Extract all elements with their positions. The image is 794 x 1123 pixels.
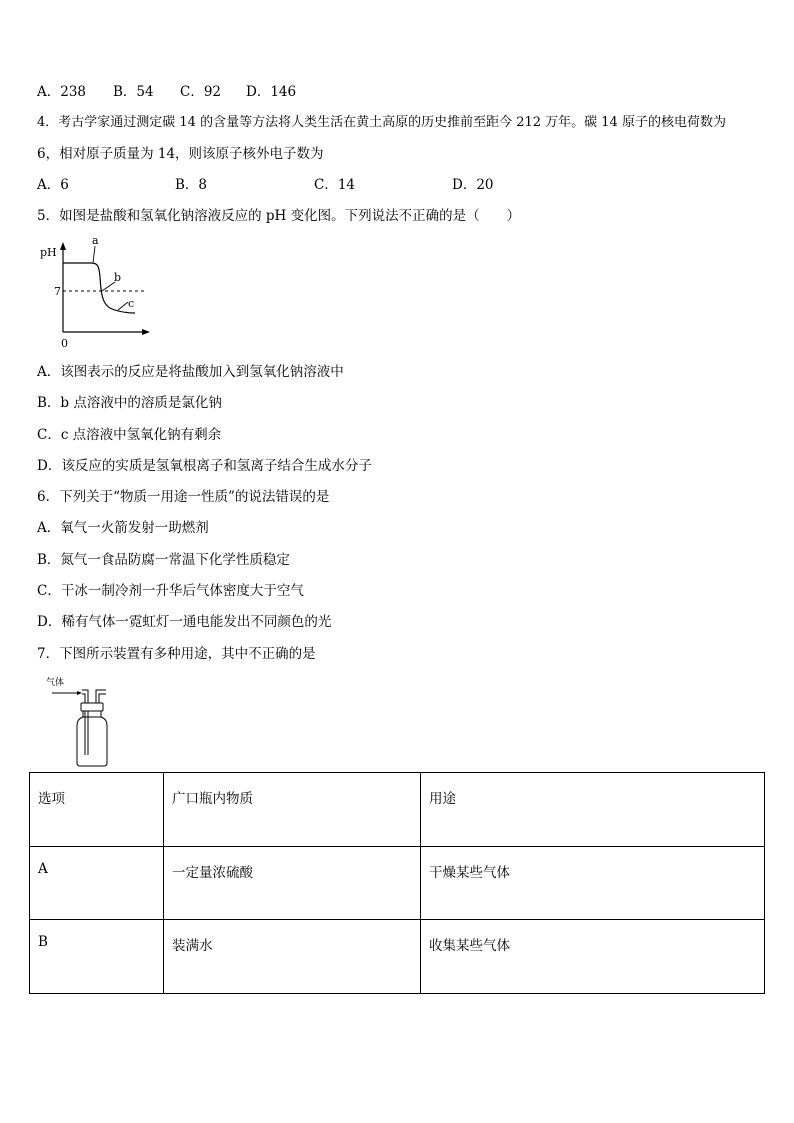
table-row bbox=[30, 847, 765, 920]
q5-option-b: B．b 点溶液中的溶质是氯化钠 bbox=[37, 395, 222, 411]
x-axis-arrow bbox=[142, 329, 150, 335]
point-b-label: b bbox=[114, 271, 122, 284]
row-a-substance: 一定量浓硫酸 bbox=[164, 847, 421, 920]
q3-option-d: D．146 bbox=[246, 84, 297, 100]
row-a-use: 干燥某些气体 bbox=[421, 847, 765, 920]
q5-option-d: D．该反应的实质是氢氧根离子和氢离子结合生成水分子 bbox=[37, 458, 372, 474]
row-b-option: B bbox=[30, 920, 164, 994]
leader-a bbox=[93, 246, 95, 263]
point-a-label: a bbox=[92, 234, 99, 247]
q5-option-a: A．该图表示的反应是将盐酸加入到氢氧化钠溶液中 bbox=[37, 364, 344, 380]
q6-option-d: D．稀有气体一霓虹灯一通电能发出不同颜色的光 bbox=[37, 614, 332, 630]
q3-option-c: C．92 bbox=[180, 84, 222, 100]
ph-change-figure bbox=[36, 233, 156, 351]
gas-label: 气体 bbox=[46, 678, 65, 688]
bottle-body bbox=[77, 717, 107, 766]
y-axis-label: pH bbox=[40, 246, 57, 259]
header-option: 选项 bbox=[30, 773, 164, 847]
gas-inlet-arrowhead bbox=[77, 691, 82, 695]
bottle-neck bbox=[83, 711, 101, 717]
gas-bottle-figure bbox=[44, 673, 114, 769]
header-use: 用途 bbox=[421, 773, 765, 847]
point-c-label: c bbox=[128, 297, 135, 310]
short-tube bbox=[96, 690, 106, 703]
tick-7-label: 7 bbox=[54, 285, 61, 298]
table-row bbox=[30, 920, 765, 994]
q6-option-b: B．氮气一食品防腐一常温下化学性质稳定 bbox=[37, 552, 290, 568]
q4-option-c: C．14 bbox=[314, 177, 356, 193]
row-a-option: A bbox=[30, 847, 164, 920]
origin-label: 0 bbox=[61, 337, 68, 350]
q6-option-a: A．氧气一火箭发射一助燃剂 bbox=[37, 520, 209, 536]
leader-c bbox=[118, 302, 128, 310]
q5-option-c: C．c 点溶液中氢氧化钠有剩余 bbox=[37, 427, 222, 443]
header-substance: 广口瓶内物质 bbox=[164, 773, 421, 847]
row-b-substance: 装满水 bbox=[164, 920, 421, 994]
q4-question-line2: 6，相对原子质量为 14，则该原子核外电子数为 bbox=[37, 146, 324, 162]
q6-option-c: C．干冰一制冷剂一升华后气体密度大于空气 bbox=[37, 583, 304, 599]
q4-question-line1: 4．考古学家通过测定碳 14 的含量等方法将人类生活在黄土高原的历史推前至距今 212 万年。碳 14 原子的核电荷数为 bbox=[37, 115, 726, 130]
q7-question: 7．下图所示装置有多种用途，其中不正确的是 bbox=[37, 646, 316, 662]
q4-option-b: B．8 bbox=[175, 177, 208, 193]
table-header-row bbox=[30, 773, 765, 847]
q3-option-a: A．238 bbox=[37, 84, 87, 100]
bottle-stopper bbox=[81, 703, 103, 711]
q5-question: 5．如图是盐酸和氢氧化钠溶液反应的 pH 变化图。下列说法不正确的是（ ） bbox=[37, 208, 521, 224]
q4-option-d: D．20 bbox=[452, 177, 494, 193]
y-axis-arrow bbox=[60, 242, 66, 250]
q6-question: 6．下列关于“物质一用途一性质”的说法错误的是 bbox=[37, 489, 330, 505]
q7-options-table bbox=[29, 772, 765, 994]
row-b-use: 收集某些气体 bbox=[421, 920, 765, 994]
q4-option-a: A．6 bbox=[37, 177, 69, 193]
q3-option-b: B．54 bbox=[113, 84, 154, 100]
